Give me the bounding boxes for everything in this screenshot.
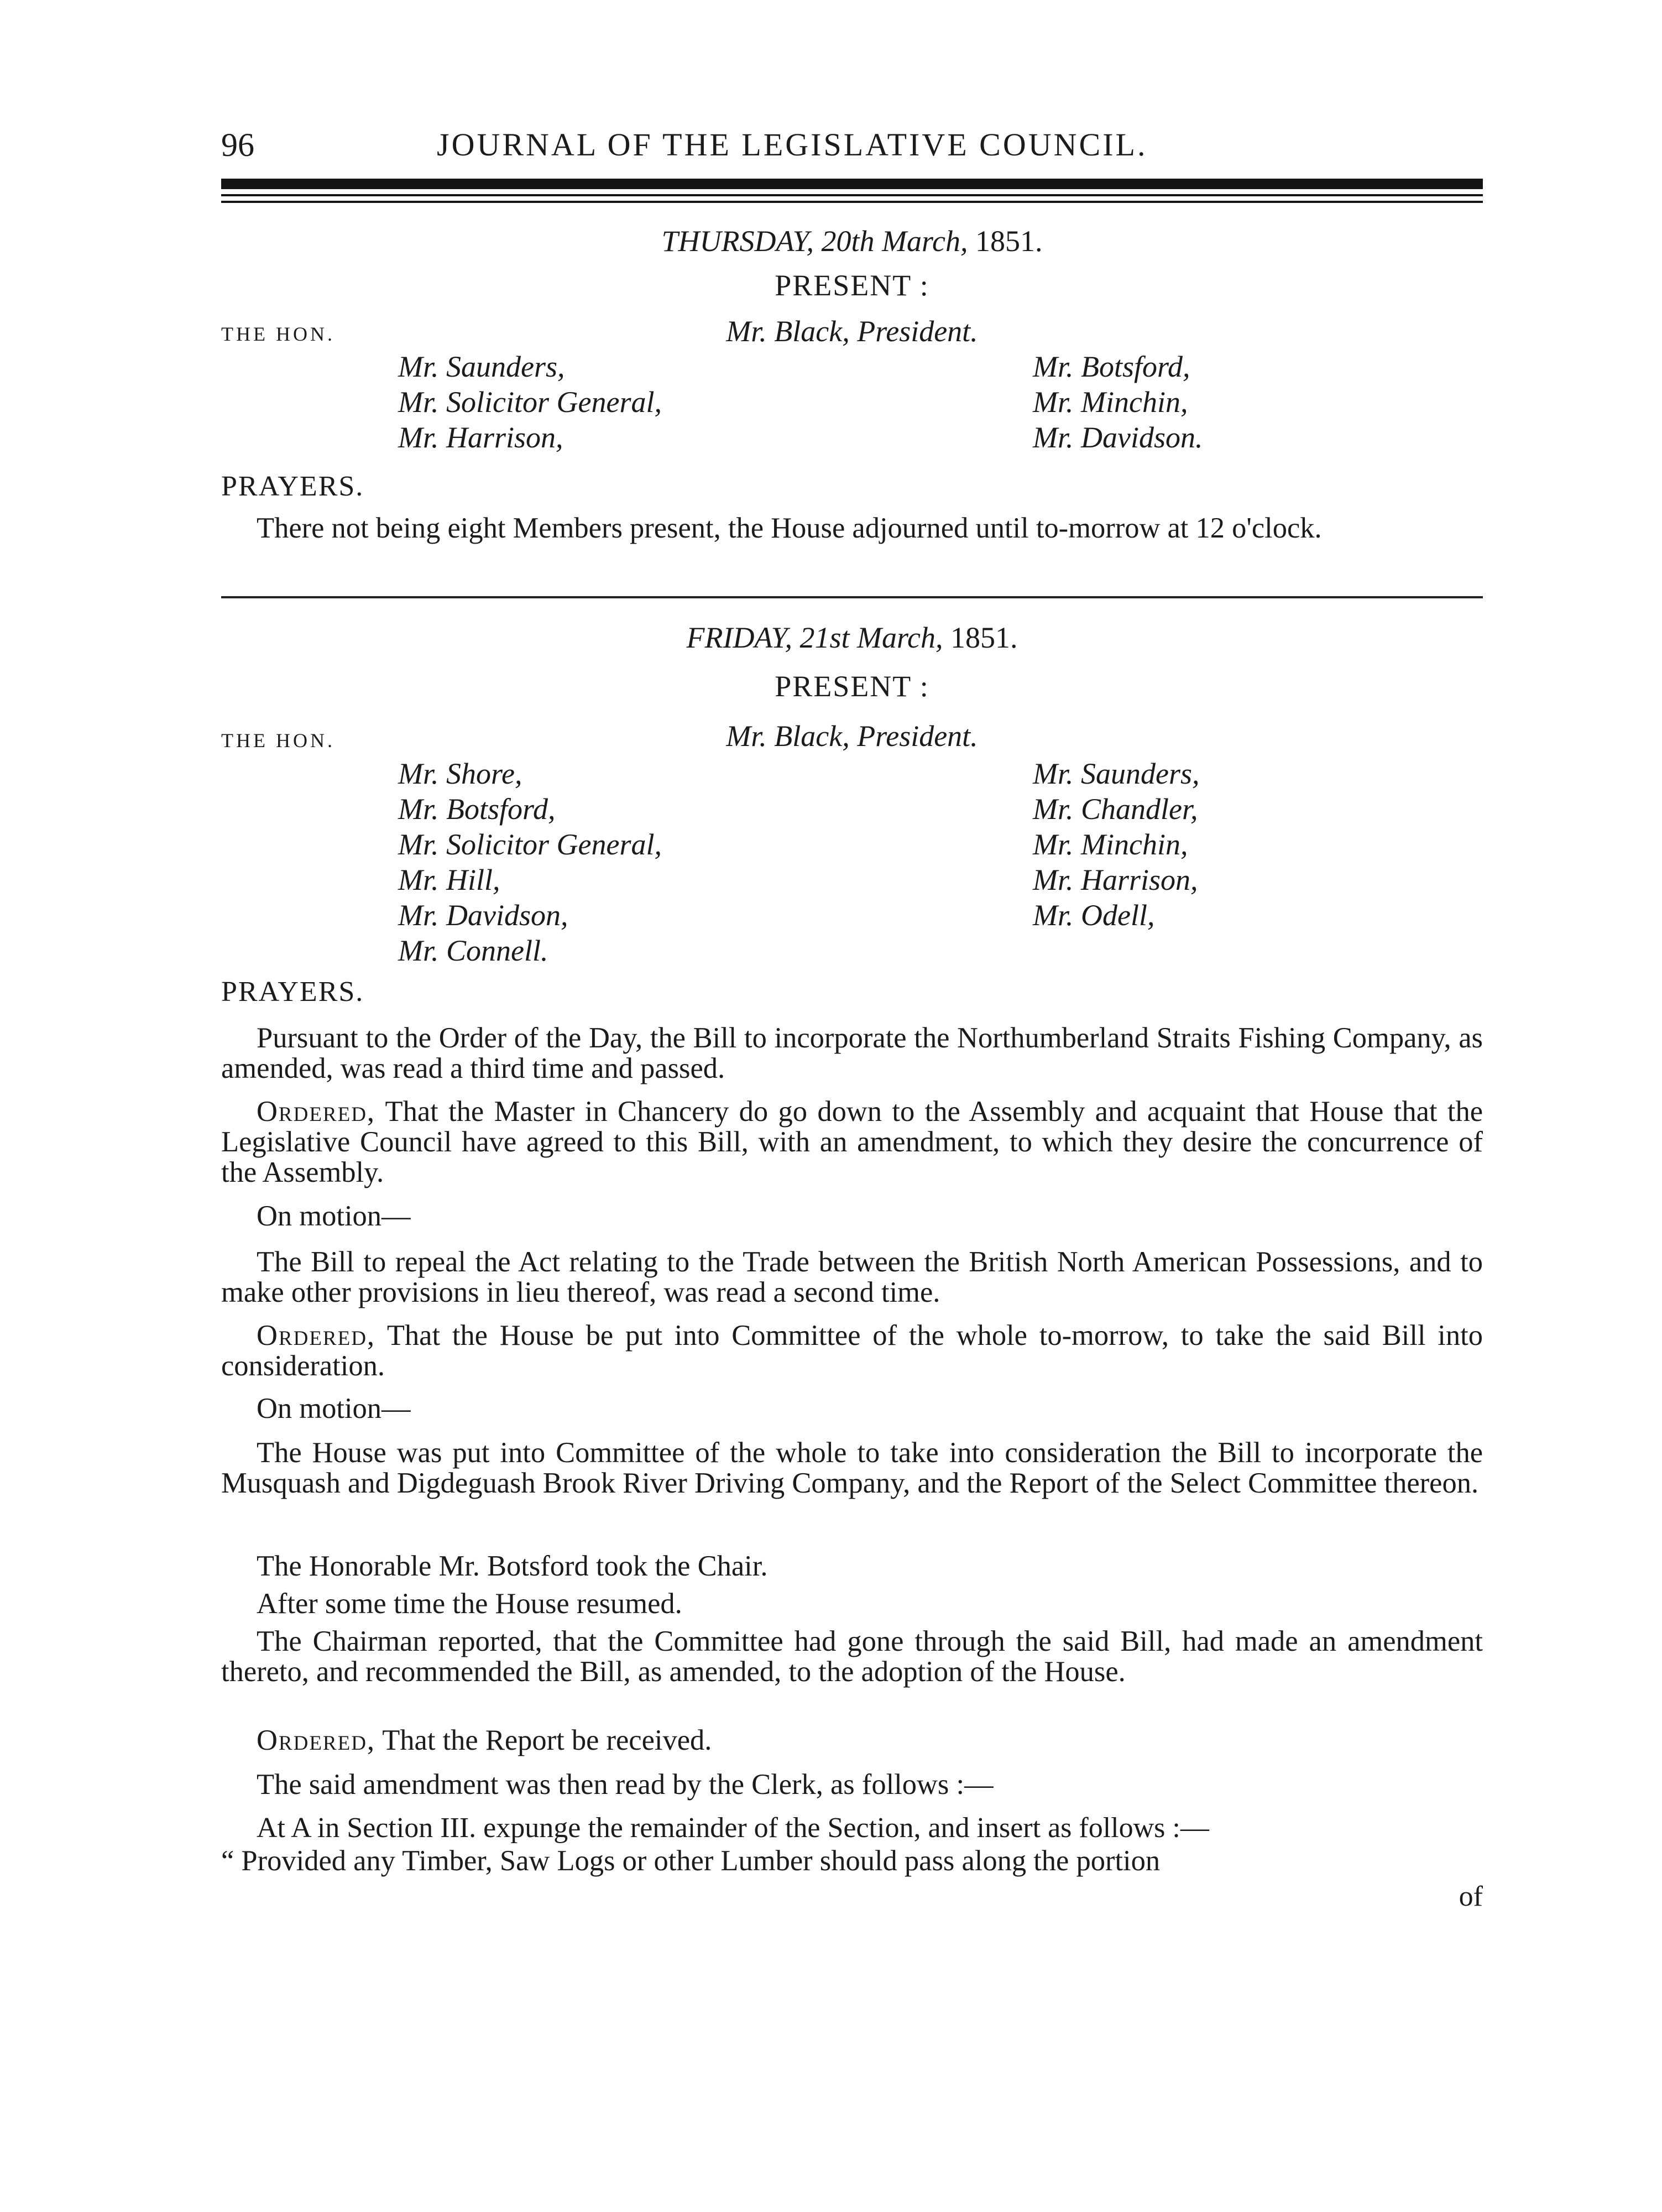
ordered-text: That the House be put into Committee of the whole to-morrow, to take the said Bill into consideration. — [221, 1319, 1483, 1382]
friday-member-left: Mr. Botsford, — [398, 792, 556, 826]
friday-on-motion: On motion— — [257, 1392, 411, 1425]
friday-member-right: Mr. Minchin, — [1033, 828, 1188, 861]
header-rule-heavy — [221, 179, 1483, 189]
thursday-member-right: Mr. Davidson. — [1033, 421, 1203, 454]
friday-amendment-read: The said amendment was then read by the Clerk, as follows :— — [257, 1768, 994, 1801]
thursday-member-right: Mr. Botsford, — [1033, 350, 1190, 383]
page-number: 96 — [221, 127, 254, 163]
friday-chair: The Honorable Mr. Botsford took the Chair. — [257, 1550, 768, 1582]
friday-president: Mr. Black, President. — [726, 719, 978, 753]
friday-third-reading: Pursuant to the Order of the Day, the Bill to incorporate the Northumberland Straits Fishing Company, as amended, was read a third time and passed. — [221, 1022, 1483, 1084]
friday-date — [221, 620, 1483, 655]
friday-section-three: At A in Section III. expunge the remainder of the Section, and insert as follows :— — [257, 1812, 1209, 1844]
thursday-date — [221, 224, 1483, 258]
friday-member-right: Mr. Odell, — [1033, 899, 1155, 932]
friday-member-right: Mr. Harrison, — [1033, 863, 1198, 896]
friday-chairman-report: The Chairman reported, that the Committee had gone through the said Bill, had made an amendment thereto, and recommended the Bill, as amended, to the adoption of the House. — [221, 1625, 1483, 1688]
thursday-date-year: 1851. — [975, 225, 1043, 258]
friday-member-right: Mr. Saunders, — [1033, 757, 1200, 790]
friday-member-left: Mr. Shore, — [398, 757, 522, 790]
friday-date-year: 1851. — [950, 621, 1018, 654]
friday-on-motion: On motion— — [257, 1200, 411, 1232]
friday-present-label: PRESENT : — [775, 670, 929, 703]
friday-ordered-committee — [221, 1321, 1483, 1381]
ordered-label: Ordered, — [257, 1724, 376, 1756]
ordered-label: Ordered, — [257, 1319, 376, 1352]
running-header — [221, 126, 1483, 176]
thursday-president: Mr. Black, President. — [726, 315, 978, 348]
ordered-text: That the Report be received. — [382, 1724, 712, 1756]
friday-ordered-report — [221, 1725, 1483, 1756]
friday-ordered-master-in-chancery — [221, 1097, 1483, 1188]
friday-member-right: Mr. Chandler, — [1033, 792, 1198, 826]
thursday-adjournment: There not being eight Members present, the House adjourned until to-morrow at 12 o'clock. — [257, 512, 1322, 544]
friday-proviso: “ Provided any Timber, Saw Logs or other Lumber should pass along the portion — [221, 1845, 1161, 1877]
friday-date-day: FRIDAY, 21st March, — [686, 621, 943, 654]
friday-second-reading: The Bill to repeal the Act relating to the Trade between the British North American Possessions, and to make other provisions in lieu thereof, was read a second time. — [221, 1246, 1483, 1308]
thursday-date-day: THURSDAY, 20th March, — [661, 225, 968, 258]
header-rule-thin — [221, 201, 1483, 203]
ordered-text: That the Master in Chancery do go down to the Assembly and acquaint that House that the Legislative Council have agreed to this Bill, with an amendment, to which they desire the concurrence of the Assembly. — [221, 1095, 1483, 1188]
ordered-label: Ordered, — [257, 1095, 376, 1128]
thursday-member-right: Mr. Minchin, — [1033, 385, 1188, 419]
friday-member-left: Mr. Davidson, — [398, 899, 568, 932]
thursday-prayers: PRAYERS. — [221, 471, 364, 502]
thursday-present-label: PRESENT : — [775, 269, 929, 302]
header-rule-thin — [221, 194, 1483, 196]
thursday-member-left: Mr. Solicitor General, — [398, 385, 662, 419]
thursday-the-hon-label: THE HON. — [221, 323, 335, 345]
friday-member-left: Mr. Solicitor General, — [398, 828, 662, 861]
friday-house-resumed: After some time the House resumed. — [257, 1588, 682, 1620]
catchword: of — [1459, 1881, 1483, 1912]
friday-committee-of-whole: The House was put into Committee of the whole to take into consideration the Bill to incorporate the Musquash and Digdeguash Brook River Driving Company, and the Report of the Select Committee thereon. — [221, 1437, 1483, 1499]
running-title: JOURNAL OF THE LEGISLATIVE COUNCIL. — [437, 127, 1148, 163]
thursday-member-left: Mr. Harrison, — [398, 421, 563, 454]
friday-the-hon-label: THE HON. — [221, 729, 335, 752]
thursday-member-left: Mr. Saunders, — [398, 350, 565, 383]
friday-member-left: Mr. Hill, — [398, 863, 500, 896]
section-divider — [221, 596, 1483, 598]
friday-member-left: Mr. Connell. — [398, 934, 548, 967]
friday-prayers: PRAYERS. — [221, 976, 364, 1008]
